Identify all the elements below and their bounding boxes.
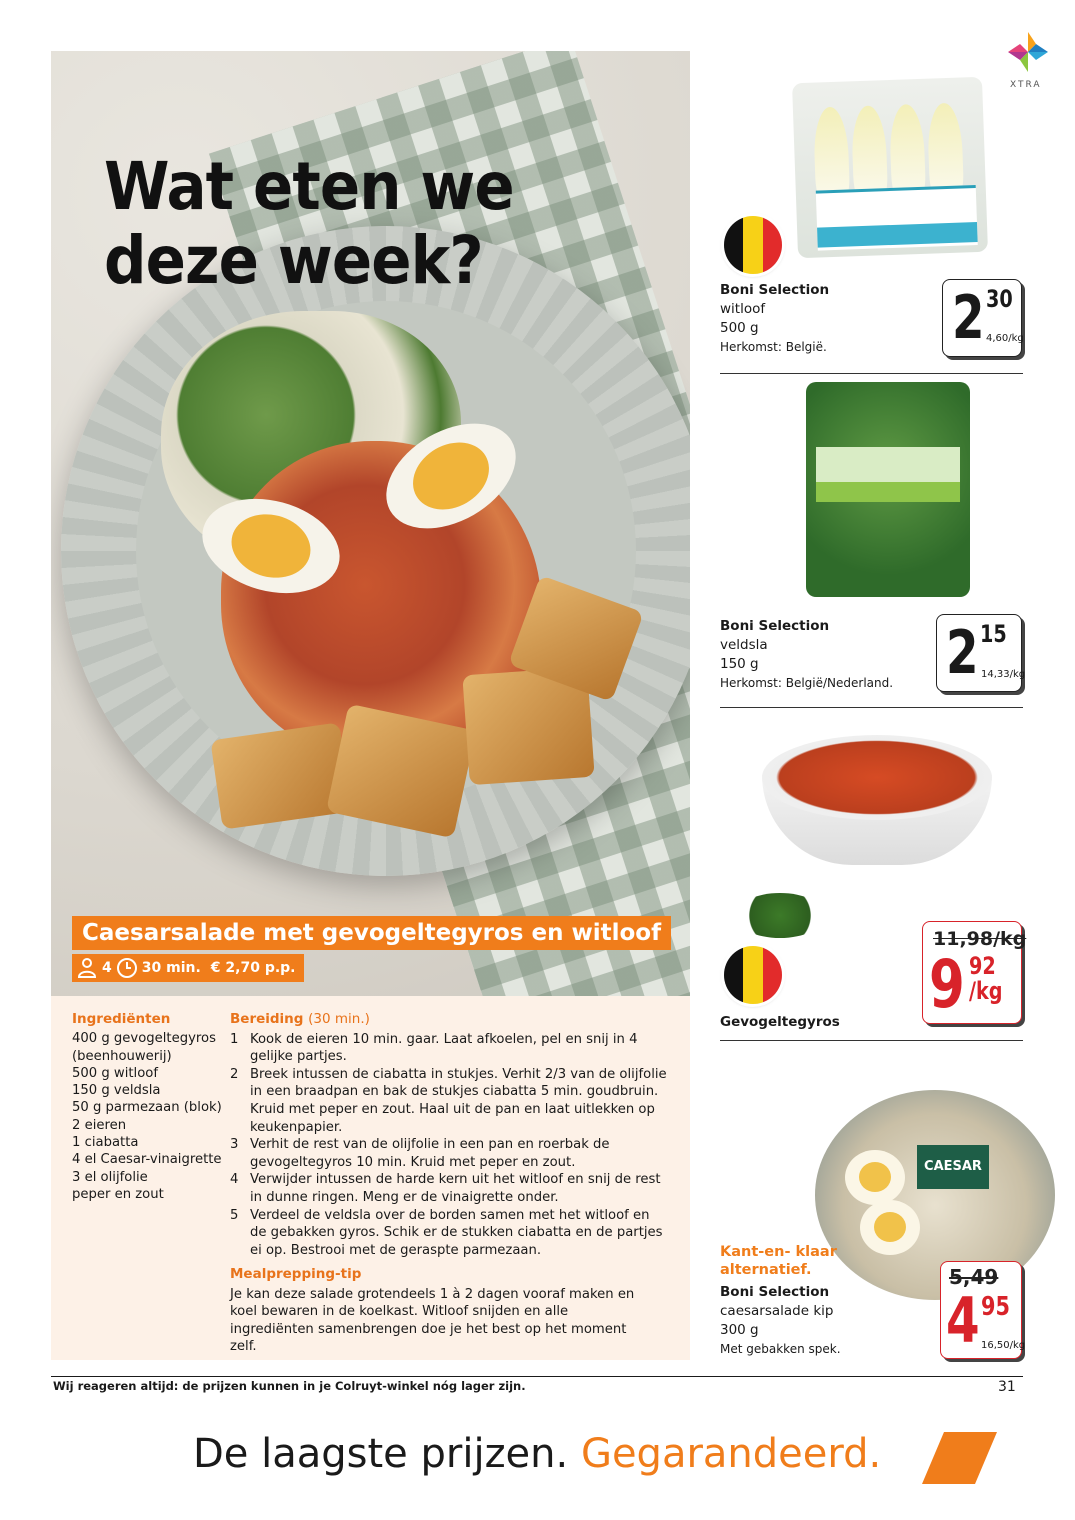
- product-brand: Boni Selection: [720, 1284, 830, 1300]
- price-tag-gyros: [922, 921, 1027, 1024]
- step-item: [230, 1171, 670, 1206]
- ingredient-item: 2 eieren: [72, 1117, 127, 1133]
- price-cents: 95: [981, 1292, 1010, 1322]
- product-name: caesarsalade kip: [720, 1303, 834, 1319]
- gyros-bowl-image: [762, 735, 992, 865]
- step-text: Kook de eieren 10 min. gaar. Laat afkoelen, pel en snij in 4 gelijke partjes.: [250, 1031, 638, 1065]
- price-euros: 2: [946, 618, 977, 688]
- product-origin: Herkomst: België.: [720, 340, 827, 354]
- price-unit: /kg: [969, 977, 1003, 1005]
- product-name: Gevogeltegyros: [720, 1014, 840, 1030]
- tip-text: Je kan deze salade grotendeels 1 à 2 dagen vooraf maken en koel bewaren in de koelkast. Witloof snijden en alle ingrediënten samenbrengen doe je het best op het moment zelf.: [230, 1286, 635, 1355]
- step-number: 2: [230, 1066, 239, 1082]
- price-euros: 9: [929, 946, 963, 1023]
- price-cents: 15: [980, 620, 1007, 648]
- step-number: 5: [230, 1207, 239, 1223]
- recipe-title: Caesarsalade met gevogeltegyros en witloof: [72, 916, 671, 950]
- belgian-flag-icon: [724, 216, 782, 274]
- clock-icon: [116, 957, 138, 979]
- preparation-label: Bereiding: [230, 1011, 304, 1027]
- step-item: [230, 1031, 670, 1066]
- ingredients-section: [72, 1011, 222, 1203]
- belgian-flag-icon: [724, 946, 782, 1004]
- price-tag-veldsla: [936, 614, 1026, 692]
- footer-rule: [51, 1376, 1023, 1377]
- divider: [720, 1040, 1023, 1041]
- prep-time: 30 min.: [141, 960, 201, 976]
- preparation-steps: [230, 1031, 670, 1260]
- unit-price: 14,33/kg: [981, 669, 1026, 680]
- product-name: veldsla: [720, 637, 768, 653]
- price-tag-witloof: [942, 279, 1022, 357]
- ingredient-item: 400 g gevogeltegyros: [72, 1031, 216, 1047]
- person-icon: [76, 957, 98, 979]
- product-note: Met gebakken spek.: [720, 1342, 841, 1356]
- product-info-caesarsalade: [720, 1243, 841, 1359]
- recipe-meta: [72, 954, 304, 982]
- product-brand: Boni Selection: [720, 282, 830, 298]
- parsley-image: [735, 893, 825, 938]
- cost-per-person: € 2,70 p.p.: [210, 960, 296, 976]
- headline-line: deze week?: [104, 222, 483, 299]
- step-number: 4: [230, 1172, 239, 1188]
- divider: [720, 707, 1023, 708]
- preparation-title: [230, 1011, 670, 1029]
- mealprep-tip: [230, 1266, 650, 1356]
- product-weight: 500 g: [720, 320, 759, 336]
- headline-line: Wat eten we: [104, 148, 514, 225]
- tip-title: Mealprepping-tip: [230, 1266, 362, 1282]
- ingredient-item: 1 ciabatta: [72, 1135, 139, 1151]
- unit-price: 4,60/kg: [986, 333, 1024, 344]
- step-text: Verdeel de veldsla over de borden samen met het witloof en de gebakken gyros. Schik er de stukken ciabatta en de partjes ei op. Bestrooi met de geraspte parmezaan.: [250, 1207, 663, 1258]
- crouton: [210, 722, 351, 829]
- ingredient-item: 3 el olijfolie: [72, 1169, 148, 1185]
- slogan-part: De laagste prijzen.: [193, 1431, 569, 1477]
- servings-count: 4: [102, 960, 112, 976]
- step-number: 1: [230, 1031, 239, 1047]
- step-number: 3: [230, 1137, 239, 1153]
- price-euros: 4: [946, 1284, 978, 1357]
- price-disclaimer: Wij reageren altijd: de prijzen kunnen in je Colruyt-winkel nóg lager zijn.: [53, 1379, 526, 1393]
- step-item: [230, 1136, 670, 1171]
- product-origin: Herkomst: België/Nederland.: [720, 676, 894, 690]
- price-cents: 92: [969, 952, 996, 980]
- step-item: [230, 1207, 670, 1260]
- ingredient-item: peper en zout: [72, 1186, 164, 1202]
- old-price: 5,49: [949, 1265, 999, 1289]
- product-info-witloof: [720, 281, 829, 357]
- ingredients-title: Ingrediënten: [72, 1011, 171, 1027]
- page-headline: [104, 150, 572, 298]
- veldsla-package-image: [806, 382, 970, 597]
- step-text: Verwijder intussen de harde kern uit het witloof en snij de rest in dunne ringen. Meng er de vinaigrette onder.: [250, 1172, 661, 1205]
- product-info-gyros: [720, 1013, 840, 1032]
- step-text: Verhit de rest van de olijfolie in een pan en roerbak de gevogeltegyros 10 min. Kruid met peper en zout.: [250, 1137, 610, 1170]
- product-weight: 300 g: [720, 1322, 759, 1338]
- witloof-package-image: [792, 77, 988, 259]
- step-item: [230, 1066, 670, 1136]
- product-brand: Boni Selection: [720, 618, 830, 634]
- ingredient-item: 500 g witloof: [72, 1065, 158, 1081]
- orange-slash-icon: [922, 1432, 997, 1484]
- unit-price: 16,50/kg: [981, 1340, 1026, 1351]
- page-number: 31: [998, 1379, 1016, 1395]
- ingredient-item: (beenhouwerij): [72, 1048, 172, 1064]
- ingredient-item: 50 g parmezaan (blok): [72, 1100, 222, 1116]
- price-tag-caesarsalade: [940, 1261, 1026, 1359]
- price-euros: 2: [952, 283, 983, 353]
- preparation-time: (30 min.): [308, 1011, 370, 1027]
- slogan: [193, 1428, 881, 1480]
- preparation-section: [230, 1011, 670, 1259]
- product-name: witloof: [720, 301, 766, 317]
- ingredient-item: 150 g veldsla: [72, 1083, 161, 1099]
- ready-made-tag: Kant-en- klaar alternatief.: [720, 1244, 837, 1278]
- pack-label: CAESAR: [917, 1145, 989, 1189]
- price-cents: 30: [986, 285, 1013, 313]
- slogan-accent: Gegarandeerd.: [580, 1431, 882, 1477]
- xtra-logo-label: XTRA: [1010, 80, 1042, 90]
- ingredient-item: 4 el Caesar-vinaigrette: [72, 1152, 222, 1168]
- step-text: Breek intussen de ciabatta in stukjes. Verhit 2/3 van de olijfolie in een braadpan en bak de stukjes ciabatta 5 min. goudbruin. Kruid met peper en zout. Haal uit de pan en laat uitlekken op keukenpapier.: [250, 1066, 667, 1135]
- product-weight: 150 g: [720, 656, 759, 672]
- xtra-logo-icon: [1006, 30, 1050, 74]
- divider: [720, 373, 1023, 374]
- product-info-veldsla: [720, 617, 893, 693]
- old-price: 11,98/kg: [933, 928, 1027, 950]
